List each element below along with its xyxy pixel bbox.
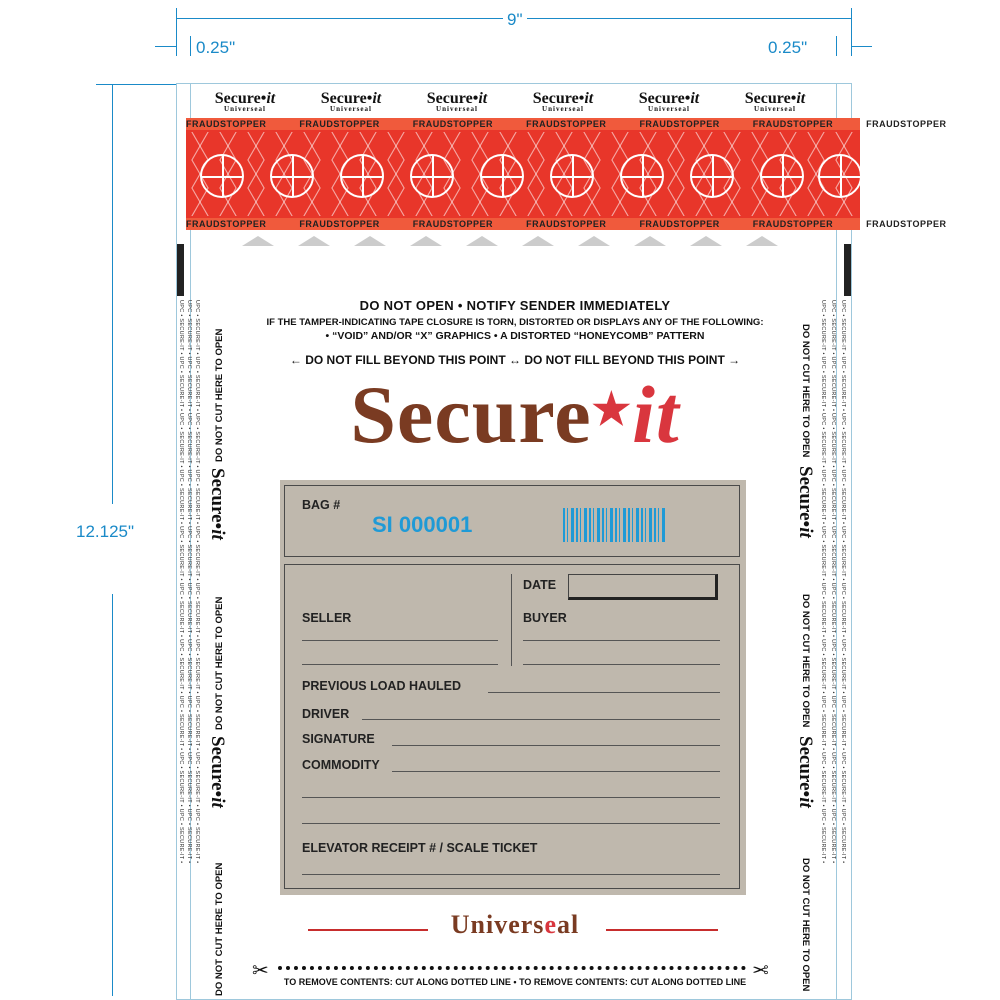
tape-target-5 <box>480 154 524 198</box>
right-micro-text-3: UPC • SECURE-IT • UPC • SECURE-IT • UPC • SECURE-IT • UPC • SECURE-IT • UPC • SECURE-IT • UPC • SECURE-IT • UPC • SECURE-IT • UPC • SECURE-IT • UPC • SECURE-IT • UPC • SECURE-IT • <box>840 300 846 864</box>
left-micro-text-3: UPC • SECURE-IT • UPC • SECURE-IT • UPC • SECURE-IT • UPC • SECURE-IT • UPC • SECURE-IT • UPC • SECURE-IT • UPC • SECURE-IT • UPC • SECURE-IT • UPC • SECURE-IT • UPC • SECURE-IT • <box>194 300 200 864</box>
margin-left-label: 0.25" <box>196 38 236 57</box>
top-logo-6: Secure•it Universeal <box>744 90 806 113</box>
tape-target-2 <box>270 154 314 198</box>
margin-left-arrow <box>155 46 176 47</box>
bag-label: BAG # <box>302 498 341 512</box>
tamper-tape <box>186 118 947 230</box>
scissors-icon-left: ✂ <box>252 960 269 982</box>
commodity-line-1[interactable] <box>392 771 720 772</box>
top-logo-2: Secure•it Universeal <box>320 90 382 113</box>
right-micro-text-2: UPC • SECURE-IT • UPC • SECURE-IT • UPC • SECURE-IT • UPC • SECURE-IT • UPC • SECURE-IT • UPC • SECURE-IT • UPC • SECURE-IT • UPC • SECURE-IT • UPC • SECURE-IT • UPC • SECURE-IT • <box>830 300 836 864</box>
top-logo-4: Secure•it Universeal <box>532 90 594 113</box>
seller-buyer-divider <box>511 574 512 666</box>
height-label: 12.125" <box>76 522 135 541</box>
tape-triangle <box>690 236 722 246</box>
tape-triangle <box>634 236 666 246</box>
height-dimension-line-bottom <box>112 594 113 996</box>
tape-triangle <box>522 236 554 246</box>
tape-target-10 <box>818 154 862 198</box>
warning-headline: DO NOT OPEN • NOTIFY SENDER IMMEDIATELY <box>359 298 671 313</box>
tape-target-9 <box>760 154 804 198</box>
left-do-not-cut-3: DO NOT CUT HERE TO OPEN <box>214 862 225 996</box>
tape-target-6 <box>550 154 594 198</box>
driver-line[interactable] <box>362 719 720 720</box>
tape-target-8 <box>690 154 734 198</box>
driver-label: DRIVER <box>302 707 350 721</box>
signature-line[interactable] <box>392 745 720 746</box>
scissors-icon-right: ✂ <box>752 960 769 982</box>
signature-label: SIGNATURE <box>302 732 375 746</box>
margin-right-arrow <box>852 46 872 47</box>
tape-triangle <box>746 236 778 246</box>
right-vertical-logo-2: Secure•it <box>795 736 816 808</box>
warning-detail: IF THE TAMPER-INDICATING TAPE CLOSURE IS TORN, DISTORTED OR DISPLAYS ANY OF THE FOLLOWING: <box>266 317 764 328</box>
previous-load-label: PREVIOUS LOAD HAULED <box>302 679 462 693</box>
buyer-line-1[interactable] <box>523 640 720 641</box>
warning-bullets: • “VOID” AND/OR “X” GRAPHICS • A DISTORTED “HONEYCOMB” PATTERN <box>325 330 705 342</box>
right-do-not-cut-3: DO NOT CUT HERE TO OPEN <box>800 858 811 992</box>
tape-top-strip: FRAUDSTOPPER FRAUDSTOPPER FRAUDSTOPPER FRAUDSTOPPER FRAUDSTOPPER FRAUDSTOPPER FRAUDSTOPPER <box>186 119 947 129</box>
remove-contents-instructions: TO REMOVE CONTENTS: CUT ALONG DOTTED LINE • TO REMOVE CONTENTS: CUT ALONG DOTTED LINE <box>283 977 747 987</box>
tape-triangle <box>298 236 330 246</box>
tape-target-7 <box>620 154 664 198</box>
left-black-bar <box>177 244 184 296</box>
commodity-line-3[interactable] <box>302 823 720 824</box>
height-dimension-line-top <box>112 84 113 504</box>
date-label: DATE <box>523 578 557 592</box>
tape-triangle <box>242 236 274 246</box>
width-right-tick <box>851 8 852 56</box>
margin-right-label: 0.25" <box>768 38 808 57</box>
fill-limit-line: ← DO NOT FILL BEYOND THIS POINT ↔ DO NOT FILL BEYOND THIS POINT → <box>289 353 741 367</box>
commodity-line-2[interactable] <box>302 797 720 798</box>
tape-target-3 <box>340 154 384 198</box>
buyer-line-2[interactable] <box>523 664 720 665</box>
tape-bottom-strip: FRAUDSTOPPER FRAUDSTOPPER FRAUDSTOPPER FRAUDSTOPPER FRAUDSTOPPER FRAUDSTOPPER FRAUDSTOPPER <box>186 219 947 229</box>
universeal-logo: Universeal <box>450 910 580 939</box>
previous-load-line[interactable] <box>488 692 720 693</box>
right-do-not-cut-1: DO NOT CUT HERE TO OPEN <box>800 324 811 458</box>
left-vertical-logo-1: Secure•it <box>207 468 228 540</box>
margin-right-inner-tick <box>836 36 837 56</box>
buyer-label: BUYER <box>523 611 567 625</box>
top-logo-3: Secure•it Universeal <box>426 90 488 113</box>
elevator-receipt-line[interactable] <box>302 874 720 875</box>
tape-triangle <box>410 236 442 246</box>
date-field[interactable] <box>568 574 718 600</box>
tape-triangle <box>466 236 498 246</box>
left-vertical-logo-2: Secure•it <box>207 736 228 808</box>
seller-label: SELLER <box>302 611 352 625</box>
margin-left-inner-tick <box>190 36 191 56</box>
tape-target-4 <box>410 154 454 198</box>
seller-line-1[interactable] <box>302 640 498 641</box>
cut-dotted-line <box>278 966 746 970</box>
elevator-receipt-label: ELEVATOR RECEIPT # / SCALE TICKET <box>302 841 538 855</box>
tape-triangle <box>354 236 386 246</box>
left-micro-text-2: UPC • SECURE-IT • UPC • SECURE-IT • UPC • SECURE-IT • UPC • SECURE-IT • UPC • SECURE-IT • UPC • SECURE-IT • UPC • SECURE-IT • UPC • SECURE-IT • UPC • SECURE-IT • UPC • SECURE-IT • <box>186 300 192 864</box>
height-top-tick <box>96 84 176 85</box>
width-left-tick <box>176 8 177 56</box>
commodity-label: COMMODITY <box>302 758 380 772</box>
tape-target-1 <box>200 154 244 198</box>
bag-number-box <box>284 485 740 557</box>
right-micro-text-1: UPC • SECURE-IT • UPC • SECURE-IT • UPC • SECURE-IT • UPC • SECURE-IT • UPC • SECURE-IT • UPC • SECURE-IT • UPC • SECURE-IT • UPC • SECURE-IT • UPC • SECURE-IT • UPC • SECURE-IT • <box>820 300 826 864</box>
top-logo-5: Secure•it Universeal <box>638 90 700 113</box>
right-do-not-cut-2: DO NOT CUT HERE TO OPEN <box>800 594 811 728</box>
right-black-bar <box>844 244 851 296</box>
tape-triangle <box>578 236 610 246</box>
seller-line-2[interactable] <box>302 664 498 665</box>
top-logo-1: Secure•it Universeal <box>214 90 276 113</box>
width-label: 9" <box>503 10 527 30</box>
left-do-not-cut-1: DO NOT CUT HERE TO OPEN <box>214 328 225 462</box>
main-logo: Secure★it <box>350 369 680 460</box>
left-micro-text-1: UPC • SECURE-IT • UPC • SECURE-IT • UPC • SECURE-IT • UPC • SECURE-IT • UPC • SECURE-IT • UPC • SECURE-IT • UPC • SECURE-IT • UPC • SECURE-IT • UPC • SECURE-IT • UPC • SECURE-IT • <box>178 300 184 864</box>
left-do-not-cut-2: DO NOT CUT HERE TO OPEN <box>214 596 225 730</box>
barcode <box>563 508 667 542</box>
right-vertical-logo-1: Secure•it <box>795 466 816 538</box>
bag-number: SI 000001 <box>372 512 473 537</box>
